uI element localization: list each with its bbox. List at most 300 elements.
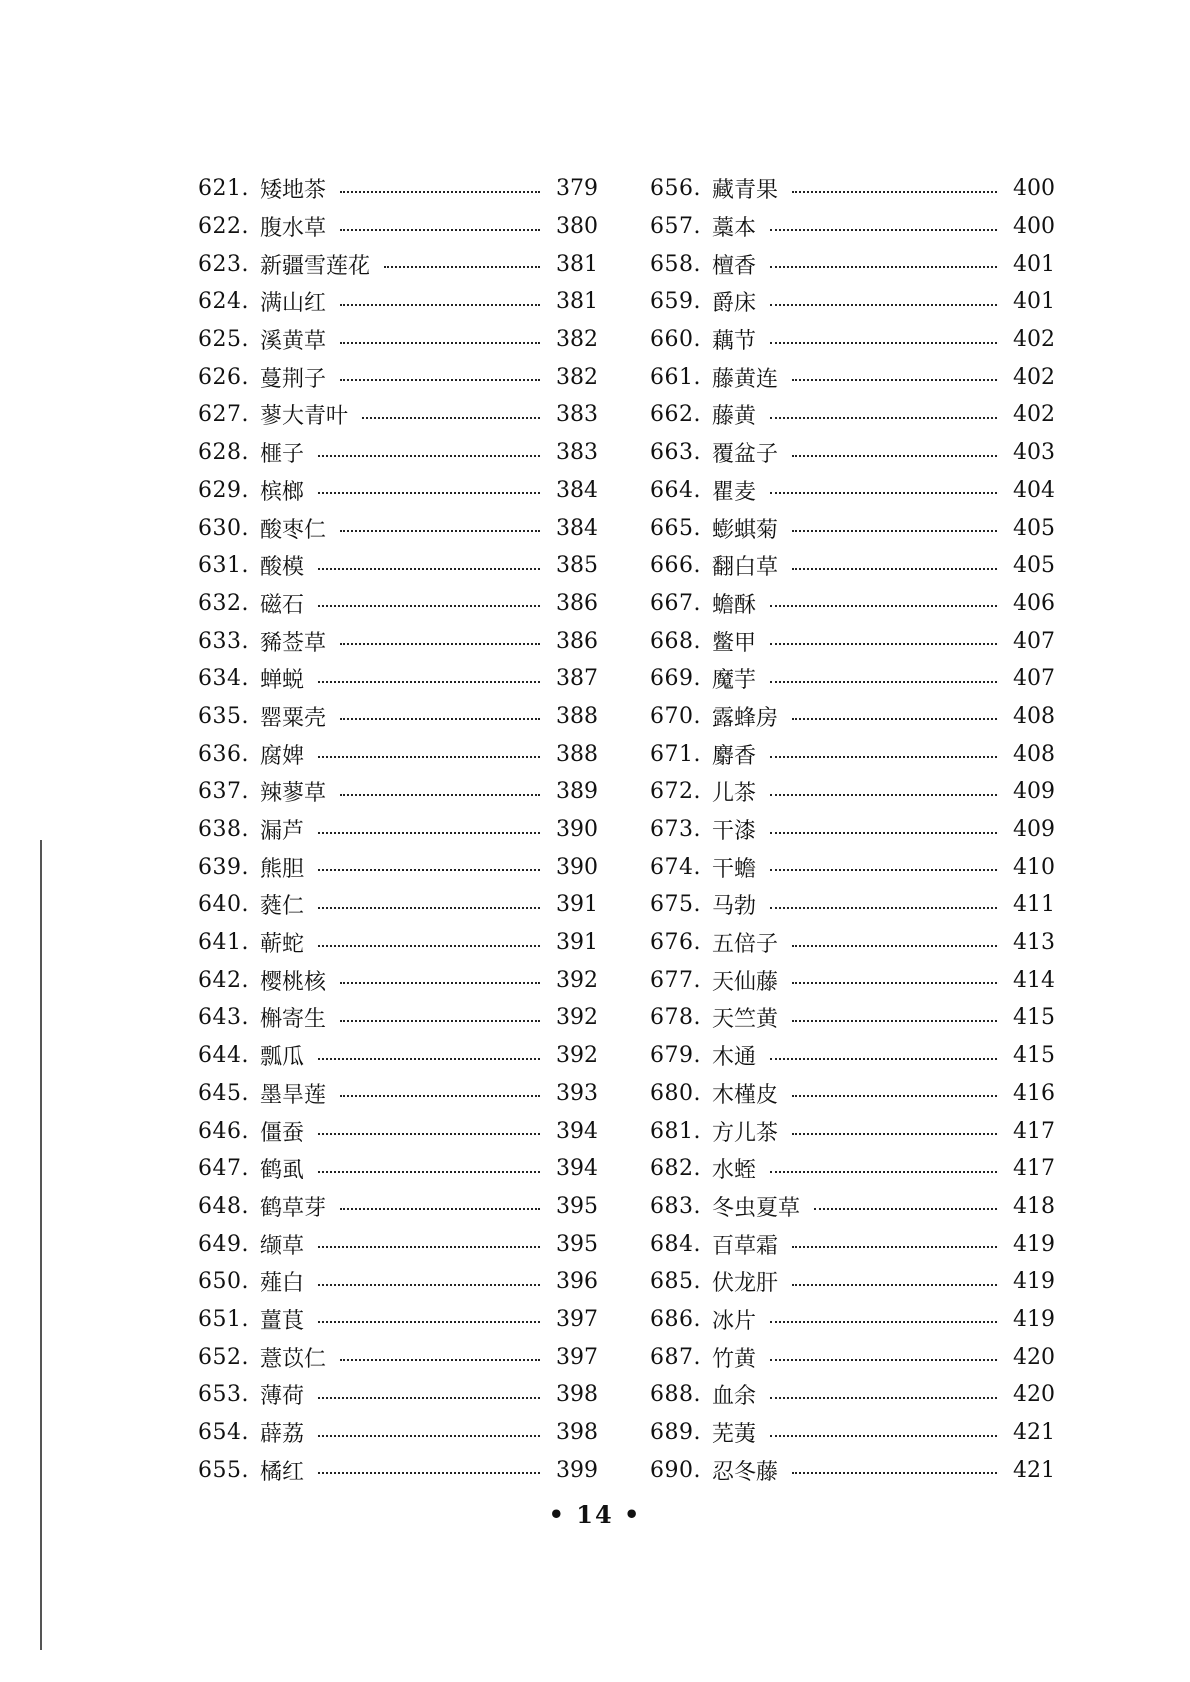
entry-number: 644. (198, 1043, 249, 1069)
dot-leader (770, 603, 997, 607)
entry-page-ref: 405 (1013, 553, 1055, 579)
dot-leader (792, 1470, 997, 1474)
toc-entry (198, 961, 598, 999)
entry-number: 628. (198, 440, 249, 466)
entry-title: 冬虫夏草 (712, 1195, 801, 1221)
toc-entry (650, 208, 1055, 246)
entry-number: 658. (650, 251, 701, 277)
dot-leader (340, 1357, 540, 1361)
entry-title: 鹤草芽 (260, 1195, 327, 1221)
entry-title: 檀香 (712, 253, 757, 279)
dot-leader (770, 1357, 997, 1361)
toc-entry (650, 698, 1055, 736)
entry-number: 677. (650, 967, 701, 993)
toc-entry (650, 434, 1055, 472)
toc-entry (198, 245, 598, 283)
entry-number: 688. (650, 1382, 701, 1408)
entry-page-ref: 401 (1013, 251, 1055, 277)
dot-leader (318, 1319, 540, 1323)
dot-leader (340, 340, 540, 344)
toc-entry (650, 547, 1055, 585)
entry-title: 腹水草 (260, 216, 327, 242)
dot-leader (770, 792, 997, 796)
entry-title: 蕲蛇 (260, 932, 305, 958)
dot-leader (340, 377, 540, 381)
entry-page-ref: 406 (1013, 590, 1055, 616)
toc-entry (650, 585, 1055, 623)
entry-page-ref: 383 (556, 402, 598, 428)
toc-column-left (198, 170, 598, 1489)
toc-entry (198, 1037, 598, 1075)
entry-number: 636. (198, 741, 249, 767)
entry-page-ref: 409 (1013, 779, 1055, 805)
dot-leader (318, 490, 540, 494)
toc-entry (198, 1263, 598, 1301)
dot-leader (318, 905, 540, 909)
entry-title: 翻白草 (712, 555, 779, 581)
entry-title: 腐婢 (260, 743, 305, 769)
entry-number: 624. (198, 289, 249, 315)
entry-number: 685. (650, 1269, 701, 1295)
entry-number: 625. (198, 327, 249, 353)
entry-page-ref: 392 (556, 967, 598, 993)
entry-page-ref: 403 (1013, 440, 1055, 466)
dot-leader (340, 641, 540, 645)
dot-leader (340, 528, 540, 532)
entry-page-ref: 408 (1013, 741, 1055, 767)
toc-entry (198, 170, 598, 208)
toc-entry (650, 170, 1055, 208)
dot-leader (770, 1056, 997, 1060)
entry-number: 635. (198, 703, 249, 729)
entry-number: 653. (198, 1382, 249, 1408)
entry-number: 690. (650, 1457, 701, 1483)
entry-page-ref: 405 (1013, 515, 1055, 541)
entry-page-ref: 387 (556, 666, 598, 692)
toc-entry (198, 283, 598, 321)
entry-title: 罂粟壳 (260, 705, 327, 731)
toc-entry (198, 472, 598, 510)
toc-entry (198, 811, 598, 849)
entry-number: 679. (650, 1043, 701, 1069)
entry-number: 687. (650, 1344, 701, 1370)
entry-page-ref: 397 (556, 1306, 598, 1332)
entry-number: 665. (650, 515, 701, 541)
entry-number: 634. (198, 666, 249, 692)
entry-number: 672. (650, 779, 701, 805)
dot-leader (318, 830, 540, 834)
entry-page-ref: 394 (556, 1118, 598, 1144)
dot-leader (770, 679, 997, 683)
entry-number: 671. (650, 741, 701, 767)
entry-number: 670. (650, 703, 701, 729)
entry-page-ref: 408 (1013, 703, 1055, 729)
entry-title: 马勃 (712, 894, 757, 920)
dot-leader (318, 754, 540, 758)
entry-page-ref: 409 (1013, 817, 1055, 843)
toc-entry (198, 698, 598, 736)
entry-page-ref: 392 (556, 1043, 598, 1069)
entry-title: 藕节 (712, 329, 757, 355)
entry-title: 豨莶草 (260, 630, 327, 656)
margin-line (40, 840, 42, 1650)
entry-number: 686. (650, 1306, 701, 1332)
toc-entry (650, 735, 1055, 773)
entry-title: 满山红 (260, 291, 327, 317)
entry-title: 鹤虱 (260, 1158, 305, 1184)
entry-title: 木通 (712, 1045, 757, 1071)
toc-entry (650, 1150, 1055, 1188)
toc-entry (198, 1301, 598, 1339)
entry-title: 磁石 (260, 592, 305, 618)
toc-entry (650, 1225, 1055, 1263)
entry-page-ref: 385 (556, 553, 598, 579)
entry-page-ref: 396 (556, 1269, 598, 1295)
entry-page-ref: 379 (556, 176, 598, 202)
entry-title: 蝉蜕 (260, 668, 305, 694)
entry-number: 633. (198, 628, 249, 654)
toc-entry (650, 773, 1055, 811)
entry-title: 酸模 (260, 555, 305, 581)
toc-entry (650, 660, 1055, 698)
toc-entry (198, 208, 598, 246)
entry-page-ref: 421 (1013, 1457, 1055, 1483)
entry-number: 657. (650, 214, 701, 240)
entry-page-ref: 407 (1013, 628, 1055, 654)
entry-number: 659. (650, 289, 701, 315)
dot-leader (792, 716, 997, 720)
entry-number: 676. (650, 930, 701, 956)
toc-entry (198, 547, 598, 585)
toc-entry (198, 622, 598, 660)
entry-title: 儿茶 (712, 781, 757, 807)
dot-leader (792, 566, 997, 570)
toc-entry (198, 321, 598, 359)
dot-leader (318, 1433, 540, 1437)
entry-title: 麝香 (712, 743, 757, 769)
entry-page-ref: 380 (556, 214, 598, 240)
entry-title: 榧子 (260, 442, 305, 468)
dot-leader (770, 415, 997, 419)
entry-title: 槲寄生 (260, 1007, 327, 1033)
entry-page-ref: 395 (556, 1193, 598, 1219)
entry-title: 墨旱莲 (260, 1082, 327, 1108)
dot-leader (792, 980, 997, 984)
entry-page-ref: 382 (556, 364, 598, 390)
entry-number: 638. (198, 817, 249, 843)
toc-entry (198, 773, 598, 811)
entry-number: 649. (198, 1231, 249, 1257)
entry-number: 689. (650, 1420, 701, 1446)
entry-number: 651. (198, 1306, 249, 1332)
entry-title: 木槿皮 (712, 1082, 779, 1108)
entry-page-ref: 393 (556, 1080, 598, 1106)
dot-leader (770, 1169, 997, 1173)
toc-entry (650, 1451, 1055, 1489)
entry-title: 冰片 (712, 1308, 757, 1334)
entry-title: 僵蚕 (260, 1120, 305, 1146)
toc-entry (650, 358, 1055, 396)
entry-title: 天竺黄 (712, 1007, 779, 1033)
toc-entry (650, 321, 1055, 359)
entry-title: 橘红 (260, 1459, 305, 1485)
entry-title: 槟榔 (260, 479, 305, 505)
toc-entry (650, 848, 1055, 886)
entry-number: 681. (650, 1118, 701, 1144)
toc-entry (198, 434, 598, 472)
entry-page-ref: 419 (1013, 1231, 1055, 1257)
entry-page-ref: 419 (1013, 1269, 1055, 1295)
entry-number: 666. (650, 553, 701, 579)
entry-page-ref: 415 (1013, 1005, 1055, 1031)
dot-leader (318, 1395, 540, 1399)
entry-page-ref: 401 (1013, 289, 1055, 315)
dot-leader (770, 867, 997, 871)
entry-number: 641. (198, 930, 249, 956)
entry-title: 鳖甲 (712, 630, 757, 656)
dot-leader (770, 227, 997, 231)
entry-title: 瓢瓜 (260, 1045, 305, 1071)
entry-title: 薜荔 (260, 1422, 305, 1448)
entry-title: 薤白 (260, 1271, 305, 1297)
entry-title: 藤黄连 (712, 366, 779, 392)
dot-leader (792, 1131, 997, 1135)
toc-entry (198, 396, 598, 434)
dot-leader (770, 1319, 997, 1323)
entry-number: 680. (650, 1080, 701, 1106)
entry-number: 643. (198, 1005, 249, 1031)
entry-title: 露蜂房 (712, 705, 779, 731)
entry-page-ref: 391 (556, 892, 598, 918)
entry-number: 654. (198, 1420, 249, 1446)
entry-page-ref: 381 (556, 289, 598, 315)
entry-number: 660. (650, 327, 701, 353)
entry-number: 623. (198, 251, 249, 277)
dot-leader (814, 1206, 997, 1210)
toc-entry (650, 886, 1055, 924)
entry-number: 673. (650, 817, 701, 843)
dot-leader (384, 264, 540, 268)
entry-page-ref: 388 (556, 741, 598, 767)
entry-page-ref: 386 (556, 628, 598, 654)
entry-title: 方儿茶 (712, 1120, 779, 1146)
dot-leader (770, 264, 997, 268)
dot-leader (770, 1395, 997, 1399)
toc-entry (198, 585, 598, 623)
dot-leader (318, 867, 540, 871)
dot-leader (792, 1018, 997, 1022)
entry-title: 缬草 (260, 1233, 305, 1259)
toc-entry (650, 1188, 1055, 1226)
entry-title: 天仙藤 (712, 969, 779, 995)
toc-entry (198, 848, 598, 886)
toc-entry (198, 1188, 598, 1226)
toc-entry (650, 1112, 1055, 1150)
toc-entry (198, 924, 598, 962)
toc-entry (650, 509, 1055, 547)
entry-title: 芜荑 (712, 1422, 757, 1448)
toc-entry (650, 1338, 1055, 1376)
dot-leader (792, 453, 997, 457)
entry-page-ref: 420 (1013, 1344, 1055, 1370)
page-number: • 14 • (548, 1500, 642, 1529)
entry-page-ref: 390 (556, 817, 598, 843)
entry-number: 631. (198, 553, 249, 579)
entry-title: 藏青果 (712, 178, 779, 204)
entry-page-ref: 398 (556, 1382, 598, 1408)
entry-number: 684. (650, 1231, 701, 1257)
dot-leader (318, 679, 540, 683)
dot-leader (770, 830, 997, 834)
entry-title: 薄荷 (260, 1384, 305, 1410)
dot-leader (792, 189, 997, 193)
entry-title: 薑茛 (260, 1308, 305, 1334)
toc-entry (198, 999, 598, 1037)
entry-page-ref: 419 (1013, 1306, 1055, 1332)
toc-entry (650, 811, 1055, 849)
dot-leader (318, 1131, 540, 1135)
dot-leader (340, 980, 540, 984)
dot-leader (318, 1169, 540, 1173)
entry-number: 661. (650, 364, 701, 390)
toc-entry (650, 1301, 1055, 1339)
entry-page-ref: 413 (1013, 930, 1055, 956)
entry-title: 樱桃核 (260, 969, 327, 995)
entry-number: 646. (198, 1118, 249, 1144)
dot-leader (318, 566, 540, 570)
toc-entry (650, 283, 1055, 321)
toc-entry (198, 1150, 598, 1188)
toc-entry (198, 1075, 598, 1113)
entry-number: 629. (198, 477, 249, 503)
dot-leader (340, 1093, 540, 1097)
dot-leader (340, 1206, 540, 1210)
entry-page-ref: 382 (556, 327, 598, 353)
toc-entry (198, 1338, 598, 1376)
toc-entry (198, 1112, 598, 1150)
entry-page-ref: 384 (556, 515, 598, 541)
entry-title: 血余 (712, 1384, 757, 1410)
entry-title: 辣蓼草 (260, 781, 327, 807)
entry-number: 622. (198, 214, 249, 240)
dot-leader (770, 490, 997, 494)
entry-number: 675. (650, 892, 701, 918)
entry-page-ref: 388 (556, 703, 598, 729)
dot-leader (362, 415, 540, 419)
entry-number: 652. (198, 1344, 249, 1370)
entry-title: 蟛蜞菊 (712, 517, 779, 543)
entry-number: 630. (198, 515, 249, 541)
entry-page-ref: 391 (556, 930, 598, 956)
entry-title: 薏苡仁 (260, 1346, 327, 1372)
entry-page-ref: 420 (1013, 1382, 1055, 1408)
entry-title: 藁本 (712, 216, 757, 242)
dot-leader (340, 302, 540, 306)
dot-leader (318, 603, 540, 607)
dot-leader (340, 1018, 540, 1022)
toc-entry (650, 472, 1055, 510)
dot-leader (770, 340, 997, 344)
entry-page-ref: 384 (556, 477, 598, 503)
dot-leader (318, 1244, 540, 1248)
entry-title: 忍冬藤 (712, 1459, 779, 1485)
entry-number: 683. (650, 1193, 701, 1219)
toc-entry (198, 1225, 598, 1263)
entry-page-ref: 402 (1013, 364, 1055, 390)
entry-title: 伏龙肝 (712, 1271, 779, 1297)
dot-leader (792, 1282, 997, 1286)
entry-page-ref: 386 (556, 590, 598, 616)
entry-page-ref: 417 (1013, 1156, 1055, 1182)
dot-leader (792, 1093, 997, 1097)
dot-leader (770, 1433, 997, 1437)
entry-title: 新疆雪莲花 (260, 253, 371, 279)
entry-page-ref: 417 (1013, 1118, 1055, 1144)
entry-title: 熊胆 (260, 856, 305, 882)
entry-title: 竹黄 (712, 1346, 757, 1372)
entry-number: 632. (198, 590, 249, 616)
entry-title: 爵床 (712, 291, 757, 317)
entry-title: 魔芋 (712, 668, 757, 694)
entry-page-ref: 404 (1013, 477, 1055, 503)
entry-number: 678. (650, 1005, 701, 1031)
dot-leader (318, 453, 540, 457)
entry-title: 五倍子 (712, 932, 779, 958)
entry-page-ref: 395 (556, 1231, 598, 1257)
entry-number: 674. (650, 854, 701, 880)
entry-number: 637. (198, 779, 249, 805)
entry-number: 669. (650, 666, 701, 692)
entry-number: 682. (650, 1156, 701, 1182)
entry-number: 621. (198, 176, 249, 202)
entry-page-ref: 383 (556, 440, 598, 466)
entry-page-ref: 414 (1013, 967, 1055, 993)
entry-number: 640. (198, 892, 249, 918)
toc-entry (198, 1451, 598, 1489)
entry-title: 干漆 (712, 819, 757, 845)
entry-page-ref: 394 (556, 1156, 598, 1182)
entry-number: 627. (198, 402, 249, 428)
entry-number: 650. (198, 1269, 249, 1295)
toc-entry (198, 1414, 598, 1452)
entry-number: 645. (198, 1080, 249, 1106)
entry-number: 642. (198, 967, 249, 993)
entry-title: 漏芦 (260, 819, 305, 845)
dot-leader (792, 377, 997, 381)
entry-page-ref: 400 (1013, 176, 1055, 202)
dot-leader (318, 1056, 540, 1060)
entry-title: 蔓荆子 (260, 366, 327, 392)
entry-number: 655. (198, 1457, 249, 1483)
toc-entry (650, 1376, 1055, 1414)
toc-entry (650, 1414, 1055, 1452)
entry-page-ref: 410 (1013, 854, 1055, 880)
entry-number: 664. (650, 477, 701, 503)
entry-title: 百草霜 (712, 1233, 779, 1259)
toc-entry (198, 1376, 598, 1414)
entry-number: 648. (198, 1193, 249, 1219)
entry-page-ref: 407 (1013, 666, 1055, 692)
entry-number: 663. (650, 440, 701, 466)
entry-number: 656. (650, 176, 701, 202)
dot-leader (770, 754, 997, 758)
entry-page-ref: 416 (1013, 1080, 1055, 1106)
dot-leader (792, 943, 997, 947)
entry-title: 矮地茶 (260, 178, 327, 204)
toc-entry (650, 1037, 1055, 1075)
dot-leader (770, 641, 997, 645)
entry-page-ref: 411 (1013, 892, 1055, 918)
